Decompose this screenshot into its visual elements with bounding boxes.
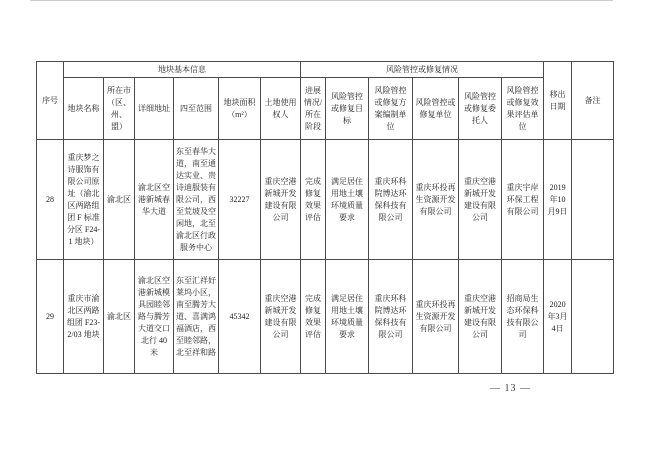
cell-removal-date: 2020年3月4日 xyxy=(544,260,572,374)
cell-address: 渝北区空港新城春华大道 xyxy=(135,140,174,260)
cell-assess-unit: 重庆宇岸环保工程有限公司 xyxy=(502,140,544,260)
cell-land-user: 重庆空港新城开发建设有限公司 xyxy=(261,260,301,374)
header-assess-unit: 风险管控或修复效果评估单位 xyxy=(502,78,544,140)
cell-parcel-name: 重庆市渝北区两路组团 F23-2/03 地块 xyxy=(64,260,104,374)
cell-repair-unit: 重庆环投再生资源开发有限公司 xyxy=(413,140,459,260)
cell-plan-unit: 重庆环科院博达环保科技有限公司 xyxy=(369,260,413,374)
cell-removal-date: 2019年10月9日 xyxy=(544,140,572,260)
cell-area: 32227 xyxy=(219,140,261,260)
cell-city: 渝北区 xyxy=(104,140,135,260)
cell-boundaries: 东至春华大道，南至通达实业、贵诗迪服装有限公司，西至荒坡及空闲地，北至渝北区行政服务中心 xyxy=(174,140,219,260)
cell-serial: 28 xyxy=(37,140,64,260)
header-boundaries: 四至范围 xyxy=(174,78,219,140)
header-progress: 进展情况/所在阶段 xyxy=(301,78,326,140)
header-city: 所在市（区、州、盟） xyxy=(104,78,135,140)
header-target: 风险管控或修复目标 xyxy=(326,78,369,140)
header-serial: 序号 xyxy=(37,62,64,140)
cell-parcel-name: 重庆梦之诗服饰有限公司原址（渝北区两路组团 F 标准分区 F24-1 地块） xyxy=(64,140,104,260)
cell-remark xyxy=(572,140,614,260)
header-columns-row xyxy=(37,78,614,140)
header-group-risk-control: 风险管控或修复情况 xyxy=(301,62,544,78)
header-area: 地块面积（m²） xyxy=(219,78,261,140)
cell-area: 45342 xyxy=(219,260,261,374)
cell-client: 重庆空港新城开发建设有限公司 xyxy=(459,140,502,260)
header-group-row xyxy=(37,62,614,78)
cell-progress: 完成修复效果评估 xyxy=(301,140,326,260)
header-plan-unit: 风险管控或修复方案编制单位 xyxy=(369,78,413,140)
header-client: 风险管控或修复委托人 xyxy=(459,78,502,140)
page-number: — 13 — xyxy=(490,383,531,394)
cell-city: 渝北区 xyxy=(104,260,135,374)
header-removal-date: 移出日期 xyxy=(544,62,572,140)
cell-serial: 29 xyxy=(37,260,64,374)
header-address: 详细地址 xyxy=(135,78,174,140)
table-row-28 xyxy=(37,140,614,260)
header-repair-unit: 风险管控或修复单位 xyxy=(413,78,459,140)
cell-client: 重庆空港新城开发建设有限公司 xyxy=(459,260,502,374)
cell-target: 满足居住用地土壤环境质量要求 xyxy=(326,140,369,260)
cell-assess-unit: 招商局生态环保科技有限公司 xyxy=(502,260,544,374)
table-row-29 xyxy=(37,260,614,374)
cell-boundaries: 东至汇祥好莱坞小区，南至腾芳大道、喜满鸿福酒店，西至睦邻路，北至祥和路 xyxy=(174,260,219,374)
header-group-basic-info: 地块基本信息 xyxy=(64,62,301,78)
page-top-edge xyxy=(30,0,613,1)
cell-target: 满足居住用地土壤环境质量要求 xyxy=(326,260,369,374)
header-parcel-name: 地块名称 xyxy=(64,78,104,140)
header-land-user: 土地使用权人 xyxy=(261,78,301,140)
cell-address: 渝北区空港新城模具园睦邻路与腾芳大道交口北行 40 米 xyxy=(135,260,174,374)
header-remark: 备注 xyxy=(572,62,614,140)
land-parcel-table xyxy=(36,61,614,374)
cell-repair-unit: 重庆环投再生资源开发有限公司 xyxy=(413,260,459,374)
cell-land-user: 重庆空港新城开发建设有限公司 xyxy=(261,140,301,260)
cell-progress: 完成修复效果评估 xyxy=(301,260,326,374)
cell-plan-unit: 重庆环科院博达环保科技有限公司 xyxy=(369,140,413,260)
cell-remark xyxy=(572,260,614,374)
